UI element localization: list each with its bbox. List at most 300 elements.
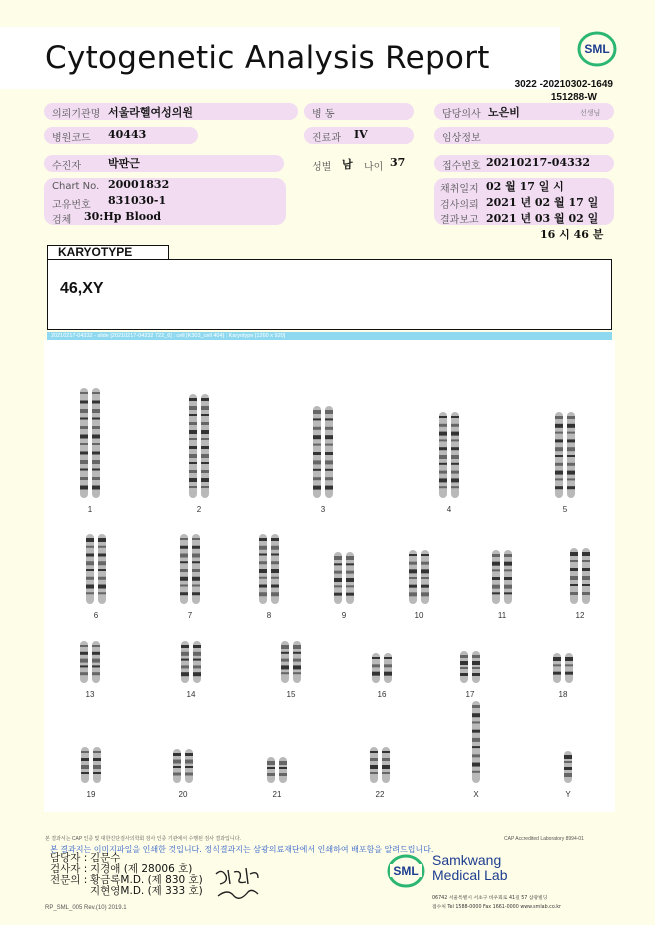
chromosome-band — [451, 447, 459, 450]
chromosome-band — [504, 554, 512, 557]
chromosome-band — [259, 561, 267, 564]
chromosome-band — [334, 585, 342, 587]
chromosome-band — [181, 665, 189, 668]
chromosome-band — [279, 773, 287, 776]
chromosome-band — [582, 560, 590, 562]
chromosome-band — [180, 577, 188, 581]
chromosome-band — [313, 477, 321, 480]
chromosome-band — [472, 655, 480, 658]
document-number-line1: 3022 -20210302-1649 — [514, 79, 613, 90]
collected-label: 채취일지 — [440, 184, 479, 195]
chromosome-band — [451, 478, 459, 482]
image-caption-bar: 20210217-04332 - slide [20210217-04332 722_6] : cell [K303_cell 404] : Karyotype [1260 x 920] — [47, 332, 612, 340]
chromosome-band — [201, 486, 209, 488]
hospital-code-label: 병원코드 — [52, 133, 91, 144]
age-value: 37 — [390, 156, 406, 169]
chromosome-band — [93, 758, 101, 761]
chromosome-band — [192, 569, 200, 572]
chromosome-band — [92, 401, 100, 404]
chromosome-pair-19 — [81, 747, 101, 799]
ward-label: 병 동 — [312, 109, 335, 120]
chromosome-band — [98, 561, 106, 565]
chromosome-band — [293, 665, 301, 669]
chromosome-band — [92, 645, 100, 647]
chromosome-band — [492, 569, 500, 571]
chromosome-band — [80, 652, 88, 655]
chromosome-band — [567, 455, 575, 457]
chromosome-band — [189, 486, 197, 488]
chromosome-band — [346, 593, 354, 596]
chromosome-band — [189, 430, 197, 434]
chromosome-band — [409, 554, 417, 556]
recipient-label: 수진자 — [52, 161, 81, 172]
chromosome-band — [293, 645, 301, 649]
chromosome-label: 10 — [414, 611, 424, 620]
chromosome-band — [80, 477, 88, 480]
staff-name: 지경애 (제 28006 호) — [90, 863, 193, 875]
chromosome-band — [565, 672, 573, 675]
age-label: 나이 — [364, 162, 384, 173]
chromosome-band — [439, 447, 447, 450]
chromosome-band — [259, 592, 267, 596]
chromosome-band — [80, 418, 88, 420]
dept-value: IV — [354, 128, 368, 141]
chromosome-band — [93, 765, 101, 769]
chromosome-band — [555, 463, 563, 466]
chromosome-band — [271, 554, 279, 556]
chromosome-band — [472, 661, 480, 665]
chromosome-band — [472, 713, 480, 717]
chromosome-band — [80, 409, 88, 413]
chromosome-pair-9 — [334, 552, 354, 620]
chromosome-band — [92, 486, 100, 490]
chromosome-band — [451, 471, 459, 474]
chromosome-label: 1 — [87, 505, 93, 514]
chromosome-band — [201, 462, 209, 464]
chromosome-pair-15 — [281, 641, 301, 699]
karyotype-result-box — [47, 259, 612, 330]
doctor-value: 노은비 — [488, 106, 520, 119]
signature — [212, 866, 264, 904]
karyotype-result: 46,XY — [60, 280, 104, 297]
chromosome-band — [185, 760, 193, 764]
chromosome-band — [325, 477, 333, 480]
chromosome-band — [281, 652, 289, 654]
chromosome-band — [439, 439, 447, 441]
chromosome-band — [185, 766, 193, 768]
chromosome-band — [281, 659, 289, 662]
document-number-line2: 151288-W — [550, 92, 597, 103]
karyogram-image — [44, 340, 615, 812]
chromosome-band — [98, 592, 106, 594]
chromosome-band — [279, 767, 287, 769]
chromosome-band — [409, 569, 417, 573]
cap-note: CAP Accredited Laboratory 8994-01 — [504, 836, 584, 842]
chromosome-band — [180, 585, 188, 587]
staff-name: 김문수 — [90, 852, 121, 864]
chromosome-band — [492, 585, 500, 589]
staff-role: 검사자 : — [50, 863, 88, 875]
chromosome-band — [451, 439, 459, 441]
chromosome-label: 12 — [575, 611, 585, 620]
chromosome-band — [555, 432, 563, 434]
chromosome-band — [325, 410, 333, 414]
chromosome-band — [81, 772, 89, 774]
chromosome-band — [259, 569, 267, 573]
chromosome-band — [582, 576, 590, 580]
chromosome-band — [567, 447, 575, 451]
chromosome-band — [192, 561, 200, 563]
sml-logo — [576, 30, 618, 68]
chromosome-band — [193, 645, 201, 648]
chromosome-band — [192, 554, 200, 558]
karyogram-panel — [44, 340, 615, 812]
chromosome-band — [555, 486, 563, 489]
chromosome-band — [281, 672, 289, 674]
chromosome-band — [472, 738, 480, 742]
chromosome-pair-1 — [80, 388, 100, 514]
chromosome-band — [92, 443, 100, 445]
chromosome-label: 13 — [85, 690, 95, 699]
chromosome-band — [81, 765, 89, 769]
chromosome-band — [472, 705, 480, 708]
chromosome-pair-17 — [460, 651, 480, 699]
chromosome-band — [451, 463, 459, 465]
chromosome-band — [439, 471, 447, 474]
chromosome-band — [92, 469, 100, 471]
chromosome — [279, 757, 287, 783]
chromosome-band — [80, 401, 88, 404]
chromosome-pair-4 — [439, 412, 459, 514]
chromosome-band — [181, 652, 189, 656]
chromosome-band — [504, 577, 512, 580]
chromosome-pair-2 — [189, 394, 209, 514]
chromosome-band — [334, 556, 342, 560]
chromosome-band — [325, 427, 333, 430]
chromosome-band — [180, 538, 188, 540]
staff-role — [50, 886, 90, 897]
chromosome-band — [279, 761, 287, 765]
report-title: Cytogenetic Analysis Report — [45, 40, 490, 76]
chromosome-band — [582, 552, 590, 556]
reported-value: 2021 년 03 월 02 일 — [486, 212, 599, 225]
chromosome-label: 6 — [93, 611, 99, 620]
chromosome-band — [370, 751, 378, 753]
chromosome-band — [565, 657, 573, 661]
chromosome-band — [553, 664, 561, 666]
chromosome-band — [370, 772, 378, 774]
specimen-value: 30:Hp Blood — [84, 210, 162, 223]
chromosome-band — [460, 667, 468, 669]
form-code: RP_SML_005 Rev.(10) 2019.1 — [45, 905, 127, 911]
chromosome-label: 14 — [186, 690, 196, 699]
lab-address — [432, 894, 561, 912]
chromosome-band — [492, 592, 500, 594]
chromosome-band — [80, 426, 88, 429]
chromosome-band — [180, 546, 188, 549]
chromosome-band — [451, 416, 459, 418]
chromosome-band — [421, 569, 429, 573]
sml-logo-text: SML — [584, 42, 610, 56]
chromosome-band — [313, 427, 321, 430]
chromosome-band — [492, 554, 500, 557]
chromosome-band — [439, 486, 447, 488]
chromosome-band — [421, 592, 429, 596]
chromosome-band — [173, 760, 181, 764]
chromosome-band — [555, 416, 563, 419]
chromosome-band — [346, 571, 354, 574]
chromosome-band — [86, 538, 94, 542]
chromosome-band — [570, 568, 578, 571]
chromosome-band — [564, 767, 572, 770]
chromosome-band — [421, 562, 429, 565]
karyotype-heading: KARYOTYPE — [47, 245, 169, 260]
accreditation-note: 본 결과서는 CAP 인증 및 대한진단검사의학회 검사 인증 기관에서 수행된 검사 결과입니다. — [45, 836, 241, 842]
chromosome-band — [346, 578, 354, 582]
chromosome-band — [555, 439, 563, 442]
chromosome-band — [189, 478, 197, 482]
chromosome-band — [384, 657, 392, 659]
sex-value: 남 — [342, 158, 353, 171]
chromosome-band — [281, 665, 289, 669]
chromosome-pair-8 — [259, 534, 279, 620]
chromosome-band — [259, 546, 267, 550]
chromosome-band — [92, 426, 100, 429]
chromosome-band — [185, 753, 193, 756]
chromosome-band — [313, 435, 321, 439]
chromosome-band — [346, 585, 354, 587]
chromosome-band — [271, 546, 279, 550]
chromosome-band — [325, 418, 333, 420]
lab-name — [432, 853, 508, 883]
chromosome-band — [564, 761, 572, 763]
chromosome-band — [80, 392, 88, 394]
chromosome-band — [92, 672, 100, 675]
chromosome-band — [570, 552, 578, 556]
chromosome-band — [201, 470, 209, 473]
chromosome-band — [259, 577, 267, 579]
chromosome-band — [189, 414, 197, 416]
chromosome-band — [259, 585, 267, 588]
chromosome-band — [86, 592, 94, 594]
chromosome-band — [313, 486, 321, 490]
clinical-info-label: 임상정보 — [442, 133, 481, 144]
reported-label: 결과보고 — [440, 215, 479, 226]
chromosome-band — [492, 562, 500, 566]
chromosome-band — [384, 664, 392, 667]
chromosome-band — [555, 471, 563, 475]
chromosome-band — [293, 659, 301, 662]
chromosome-pair-13 — [80, 641, 100, 699]
chromosome-band — [504, 585, 512, 589]
requested-label: 검사의뢰 — [440, 200, 479, 211]
chromosome-band — [451, 432, 459, 436]
chromosome-band — [451, 424, 459, 427]
chromosome-band — [81, 758, 89, 761]
chromosome-band — [570, 560, 578, 562]
recipient-field — [44, 155, 284, 172]
chromosome-band — [92, 392, 100, 394]
chromosome-band — [189, 422, 197, 425]
chromosome-band — [92, 435, 100, 439]
chromosome-band — [271, 561, 279, 564]
chromosome-pair-5 — [555, 412, 575, 514]
chromosome — [267, 757, 275, 783]
chromosome-pair-21 — [267, 757, 287, 799]
chromosome-band — [193, 665, 201, 668]
chromosome-band — [92, 418, 100, 420]
chromosome-band — [421, 554, 429, 556]
chromosome-band — [325, 469, 333, 471]
chromosome-label: Y — [565, 790, 571, 799]
chromosome-band — [325, 435, 333, 439]
chromosome-band — [409, 592, 417, 596]
chromosome-band — [313, 460, 321, 464]
chromosome-label: 18 — [558, 690, 568, 699]
collected-value: 02 월 17 일 시 — [486, 180, 564, 193]
chromosome-band — [555, 424, 563, 428]
chromosome-band — [189, 398, 197, 401]
chromosome-band — [439, 424, 447, 427]
chromosome-band — [259, 554, 267, 556]
chromosome-band — [570, 592, 578, 595]
chromosome-band — [173, 753, 181, 756]
chromosome-band — [98, 554, 106, 557]
chromosome-band — [281, 645, 289, 649]
chromosome-label: 3 — [320, 505, 326, 514]
chromosome-band — [382, 772, 390, 774]
document-number — [515, 78, 613, 104]
requested-value: 2021 년 02 월 17 일 — [486, 196, 599, 209]
chromosome-band — [201, 422, 209, 425]
chromosome-band — [201, 398, 209, 401]
chromosome-band — [193, 659, 201, 661]
chromosome-band — [567, 432, 575, 434]
chromosome-pair-10 — [409, 550, 429, 620]
chromosome-band — [189, 406, 197, 410]
chromosome-band — [192, 546, 200, 549]
chromosome-label: 9 — [341, 611, 347, 620]
chromosome-band — [92, 460, 100, 464]
chromosome-label: 16 — [377, 690, 387, 699]
chromosome-label: 15 — [286, 690, 296, 699]
chromosome-label: 4 — [446, 505, 452, 514]
chromosome-band — [189, 446, 197, 449]
chromosome-band — [472, 721, 480, 723]
chromosome-band — [92, 659, 100, 663]
chromosome-band — [80, 460, 88, 464]
chromosome-pair-12 — [570, 548, 590, 620]
chromosome-band — [564, 755, 572, 759]
chart-value: 20001832 — [108, 178, 170, 191]
chromosome-band — [98, 577, 106, 580]
chromosome-band — [189, 454, 197, 458]
chromosome-band — [80, 443, 88, 445]
chromosome-band — [98, 585, 106, 589]
chromosome-band — [334, 563, 342, 565]
chromosome-band — [421, 577, 429, 579]
chromosome-band — [86, 554, 94, 557]
chromosome-band — [192, 585, 200, 587]
chromosome-band — [93, 751, 101, 753]
clinical-info-field — [434, 127, 614, 144]
chromosome-band — [567, 439, 575, 442]
chromosome-pair-3 — [313, 406, 333, 514]
chromosome-band — [267, 761, 275, 765]
chromosome-band — [372, 657, 380, 659]
chromosome-band — [346, 556, 354, 560]
hospital-code-value: 40443 — [108, 128, 147, 141]
chromosome-band — [582, 584, 590, 586]
chromosome-label: 17 — [465, 690, 475, 699]
chromosome-pair-18 — [553, 653, 573, 699]
chromosome-band — [293, 652, 301, 654]
staff-list — [50, 853, 203, 897]
chromosome-band — [382, 765, 390, 769]
doctor-label: 담당의사 — [442, 109, 481, 120]
lab-name-line2: Medical Lab — [432, 867, 508, 883]
chromosome-band — [346, 563, 354, 565]
chromosome-band — [313, 418, 321, 420]
chromosome-band — [570, 584, 578, 586]
reported-time: 16 시 46 분 — [540, 228, 604, 241]
chromosome-band — [80, 486, 88, 490]
chromosome-band — [334, 593, 342, 596]
chromosome-band — [93, 772, 101, 774]
chromosome-band — [180, 592, 188, 595]
dept-label: 진료과 — [312, 133, 341, 144]
chromosome-band — [555, 447, 563, 451]
chromosome-band — [201, 430, 209, 434]
chromosome-band — [582, 592, 590, 595]
chromosome-band — [80, 659, 88, 663]
chromosome-band — [271, 538, 279, 541]
chromosome-band — [567, 478, 575, 480]
recipient-value: 박판근 — [108, 157, 140, 170]
chromosome-band — [565, 664, 573, 666]
chromosome-band — [439, 432, 447, 436]
chromosome-band — [80, 665, 88, 667]
chromosome-band — [313, 469, 321, 471]
chromosome-band — [567, 486, 575, 489]
chromosome-pair-14 — [181, 641, 201, 699]
staff-row — [50, 886, 203, 897]
chromosome-band — [201, 446, 209, 449]
chromosome-band — [80, 645, 88, 647]
chromosome-label: X — [473, 790, 479, 799]
chromosome-band — [439, 463, 447, 465]
staff-name: 지현영M.D. (제 333 호) — [90, 885, 203, 897]
chromosome-band — [173, 766, 181, 768]
chromosome-pair-16 — [372, 653, 392, 699]
id-label: 고유번호 — [52, 200, 91, 211]
chromosome-band — [504, 569, 512, 571]
chromosome-band — [382, 751, 390, 753]
chromosome-band — [92, 452, 100, 455]
chromosome-band — [92, 409, 100, 413]
chromosome-band — [201, 406, 209, 410]
institution-value: 서울라헬여성의원 — [108, 106, 194, 119]
chromosome-band — [325, 486, 333, 490]
chromosome-band — [180, 554, 188, 558]
chromosome-band — [439, 416, 447, 418]
chromosome-band — [370, 758, 378, 761]
chromosome-band — [504, 562, 512, 566]
chromosome-band — [472, 746, 480, 748]
chromosome-band — [460, 661, 468, 665]
chromosome-band — [192, 577, 200, 581]
chromosome-band — [567, 463, 575, 466]
